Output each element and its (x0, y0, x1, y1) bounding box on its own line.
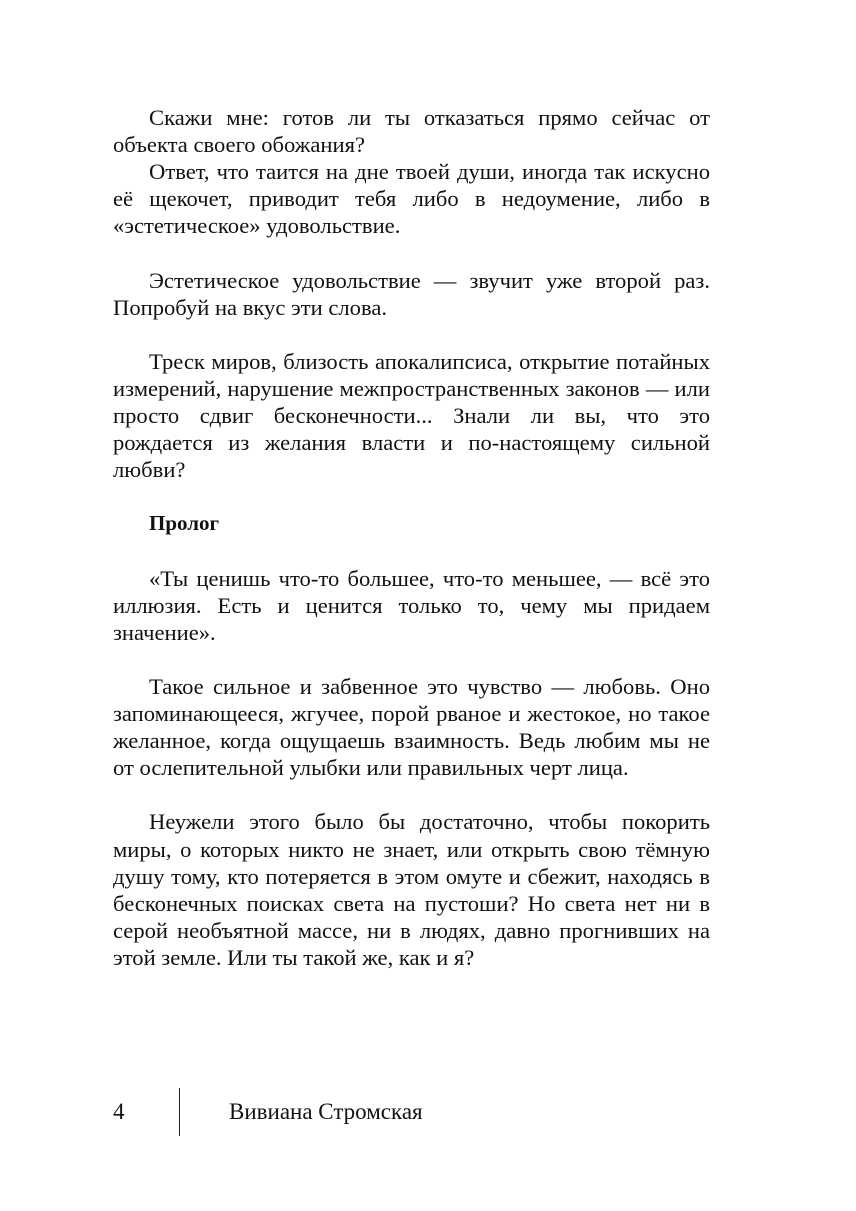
paragraph-love: Такое сильное и забвенное это чувство — любовь. Оно запоминающееся, жгучее, порой рваное и жестокое, но такое желанное, когда ощущаешь взаимность. Ведь любим мы не от ослепительной улыбки или правильных черт лица. (113, 673, 710, 781)
page-footer (0, 1088, 856, 1136)
paragraph-worlds: Треск миров, близость апокалипсиса, открытие потайных измерений, нарушение межпространственных законов — или просто сдвиг бесконечности... Знали ли вы, что это рождается из желания власти и по-настоящему сильной любви? (113, 348, 710, 483)
paragraph-quote: «Ты ценишь что-то большее, что-то меньшее, — всё это иллюзия. Есть и ценится только то, чему мы придаем значение». (113, 565, 710, 645)
page-number: 4 (113, 1099, 125, 1124)
paragraph-worlds-conquer: Неужели этого было бы достаточно, чтобы покорить миры, о которых никто не знает, или открыть свою тёмную душу тому, кто потеряется в этом омуте и сбежит, находясь в бесконечных поисках света на пустоши? Но света нет ни в серой необъятной массе, ни в людях, давно прогнивших на этой земле. Или ты такой же, как и я? (113, 809, 710, 970)
page-body (113, 104, 710, 971)
author-name: Вивиана Стромская (229, 1099, 423, 1124)
paragraph-aesthetic: Эстетическое удовольствие — звучит уже второй раз. Попробуй на вкус эти слова. (113, 267, 710, 320)
paragraph-answer: Ответ, что таится на дне твоей души, иногда так искусно её щекочет, приводит тебя либо в недоумение, либо в «эстетическое» удовольствие. (113, 159, 710, 239)
paragraph-gap (113, 483, 710, 510)
paragraph-gap (113, 781, 710, 808)
paragraph-gap (113, 538, 710, 565)
paragraph-gap (113, 646, 710, 673)
paragraph-gap (113, 321, 710, 348)
paragraph-gap (113, 239, 710, 266)
paragraph-question: Скажи мне: готов ли ты отказаться прямо сейчас от объекта своего обожания? (113, 105, 710, 158)
section-heading-prologue: Пролог (149, 511, 220, 536)
footer-divider (179, 1088, 180, 1136)
